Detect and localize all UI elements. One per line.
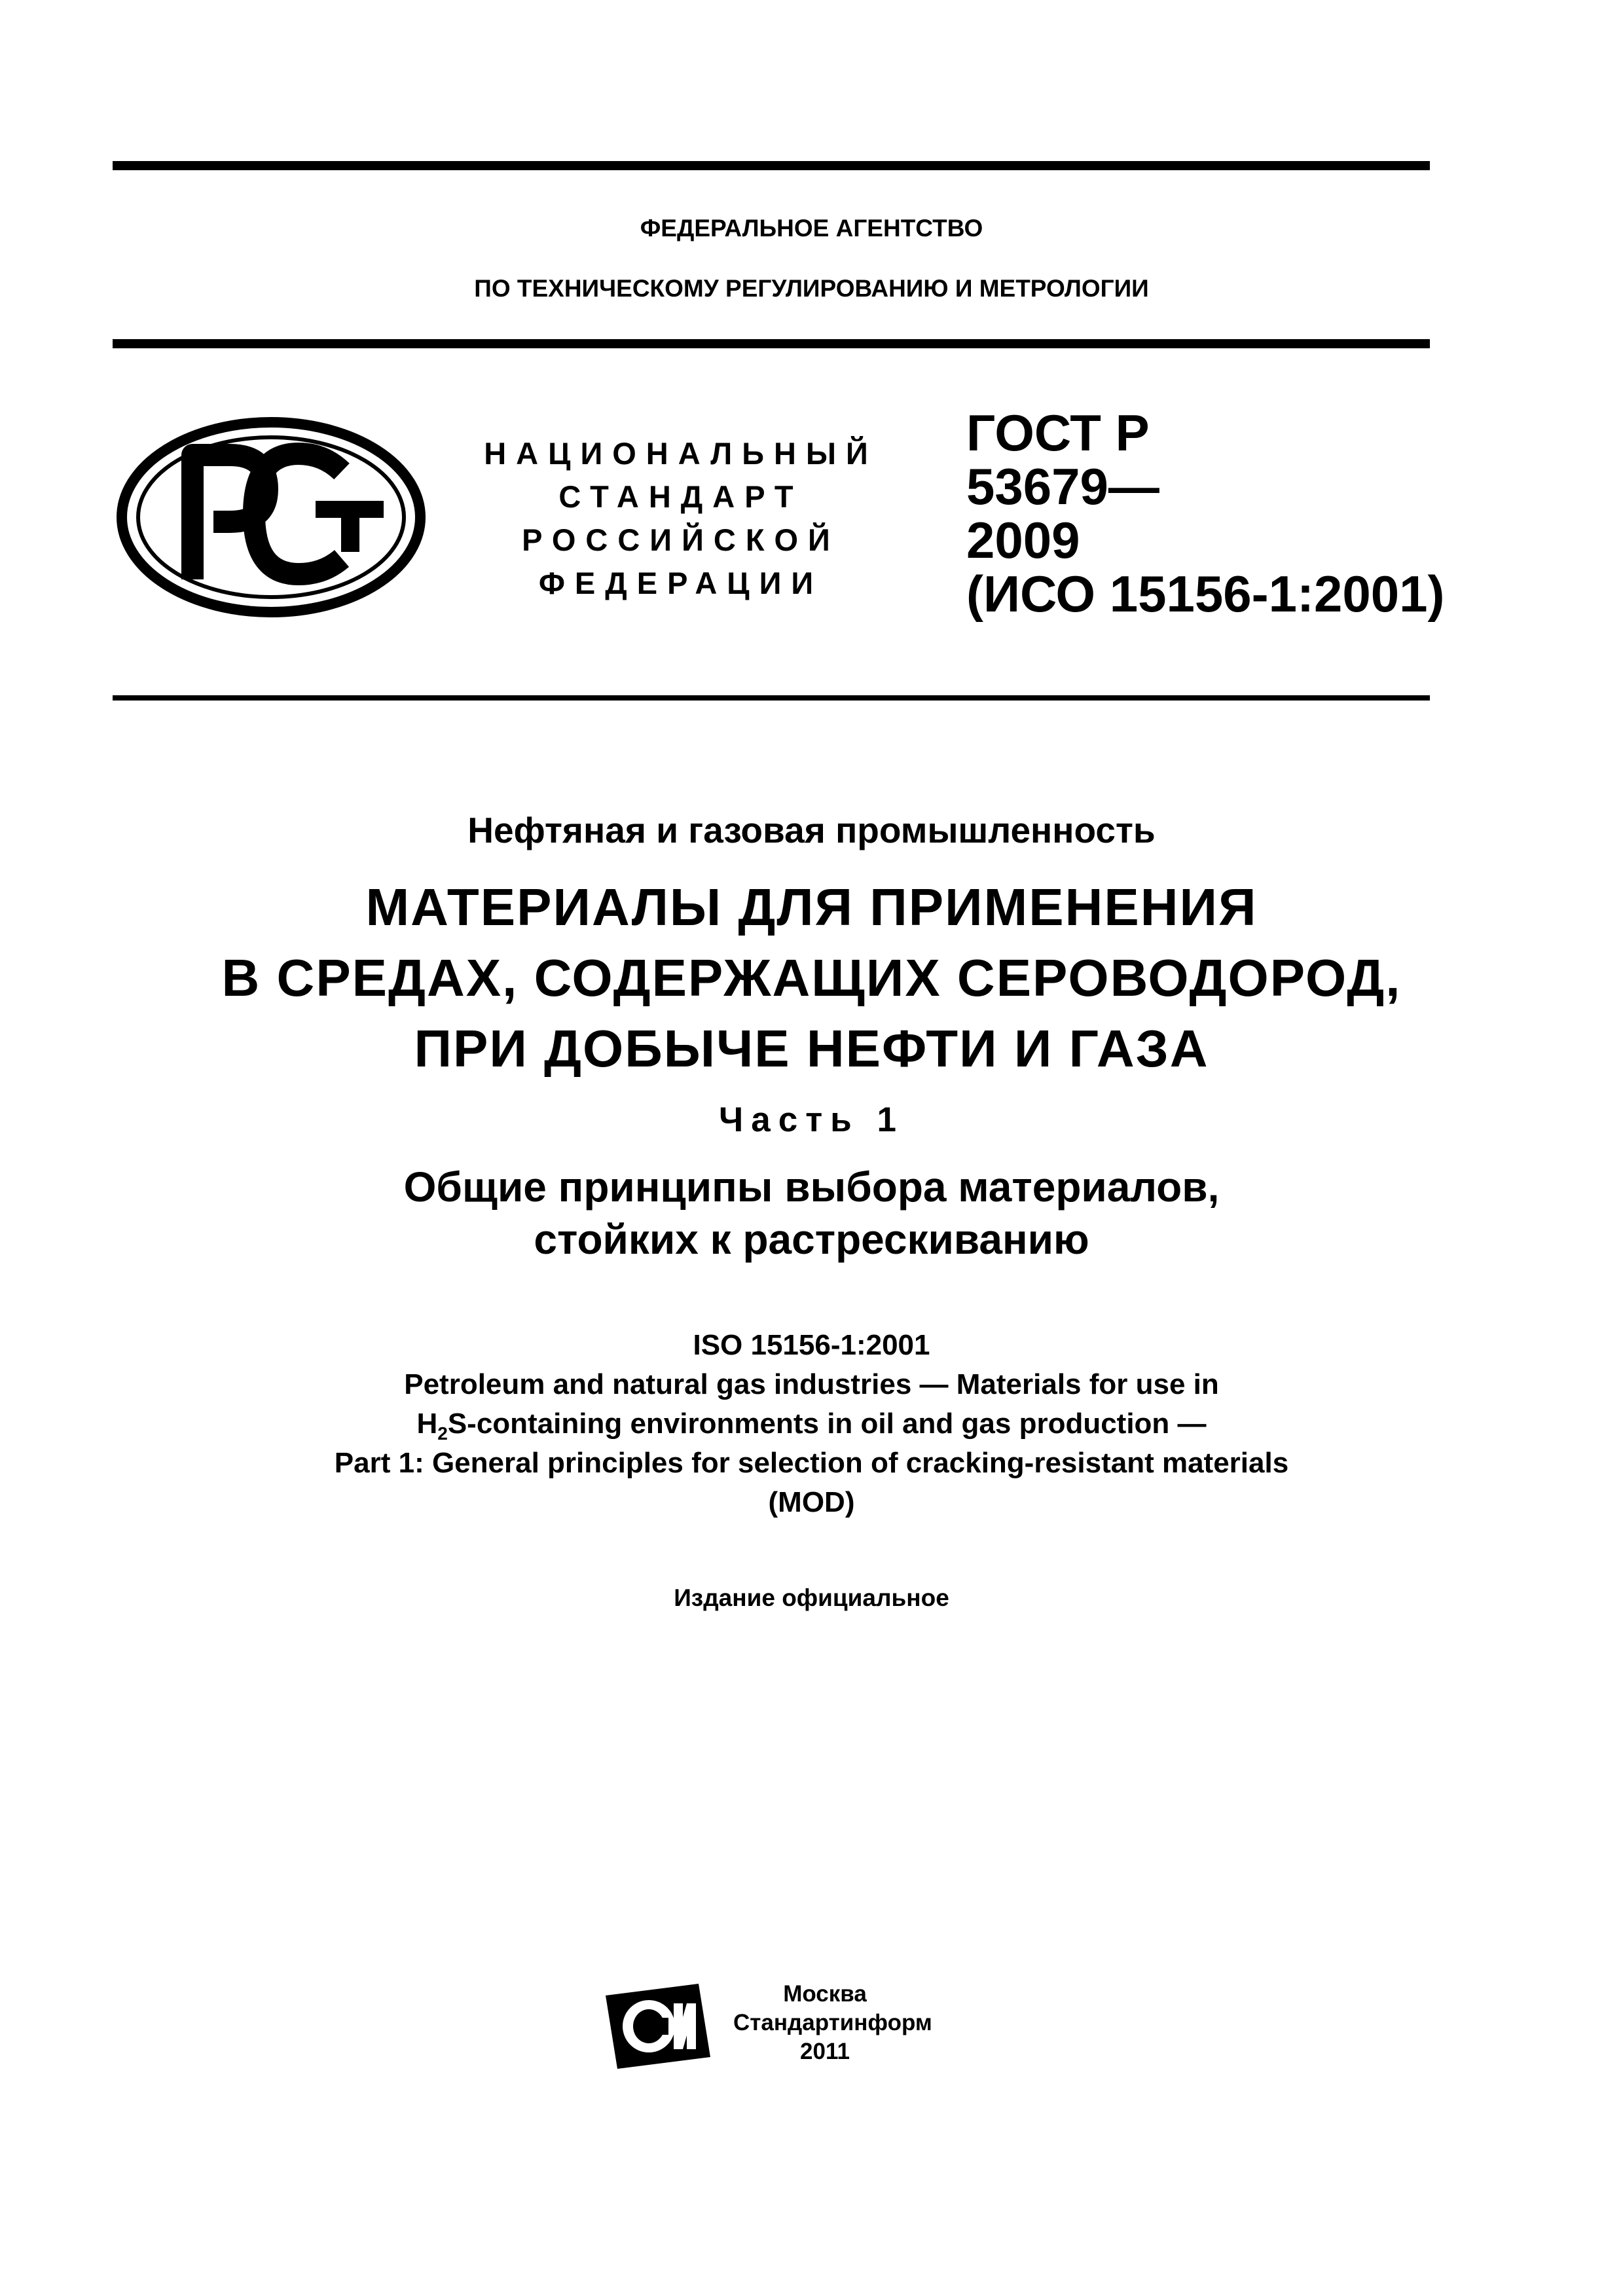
iso-line-4: Part 1: General principles for selection of cracking-resistant materials <box>334 1447 1289 1479</box>
subtitle-line-2: стойких к растрескиванию <box>534 1216 1089 1263</box>
national-standard-line-1: НАЦИОНАЛЬНЫЙ <box>484 436 878 471</box>
designation-line-1: ГОСТ Р <box>966 404 1150 462</box>
iso-line-3-rest: S-containing environments in oil and gas production — <box>447 1408 1207 1440</box>
iso-line-5: (MOD) <box>768 1486 855 1518</box>
publisher-name: Стандартинформ <box>733 2010 932 2035</box>
agency-rule <box>113 339 1430 348</box>
header-bottom-rule <box>113 695 1430 701</box>
iso-line-3-prefix: H <box>416 1408 438 1440</box>
designation-line-3: 2009 <box>966 511 1080 569</box>
publisher-year: 2011 <box>800 2039 850 2064</box>
designation-line-2: 53679— <box>966 458 1159 515</box>
main-title-line-1: МАТЕРИАЛЫ ДЛЯ ПРИМЕНЕНИЯ <box>365 878 1258 936</box>
publisher-logo <box>606 1984 710 2069</box>
main-title-line-3: ПРИ ДОБЫЧЕ НЕФТИ И ГАЗА <box>414 1019 1209 1078</box>
part-label: Часть 1 <box>719 1101 904 1139</box>
publisher-city: Москва <box>783 1981 867 2007</box>
iso-line-3 <box>0 1408 1623 1444</box>
publisher-info <box>733 1980 932 2066</box>
national-standard-line-4: ФЕДЕРАЦИИ <box>538 566 824 600</box>
agency-line-2: ПО ТЕХНИЧЕСКОМУ РЕГУЛИРОВАНИЮ И МЕТРОЛОГИИ <box>474 275 1149 302</box>
national-standard-label <box>426 432 936 605</box>
subtitle-line-1: Общие принципы выбора материалов, <box>403 1163 1220 1211</box>
national-standard-line-3: РОССИЙСКОЙ <box>522 522 840 557</box>
iso-line-1: ISO 15156-1:2001 <box>693 1329 930 1361</box>
industry-title: Нефтяная и газовая промышленность <box>467 810 1156 850</box>
designation-line-4: (ИСО 15156-1:2001) <box>966 565 1445 623</box>
iso-line-3-subscript: 2 <box>437 1423 448 1444</box>
agency-line-1: ФЕДЕРАЛЬНОЕ АГЕНТСТВО <box>640 215 983 242</box>
edition-label: Издание официальное <box>674 1584 949 1611</box>
standard-designation <box>966 406 1445 621</box>
top-rule <box>113 161 1430 170</box>
main-title-line-2: В СРЕДАХ, СОДЕРЖАЩИХ СЕРОВОДОРОД, <box>221 949 1402 1007</box>
national-standard-line-2: СТАНДАРТ <box>558 479 803 514</box>
iso-line-2: Petroleum and natural gas industries — Materials for use in <box>404 1368 1219 1400</box>
rst-emblem-logo <box>115 416 427 619</box>
